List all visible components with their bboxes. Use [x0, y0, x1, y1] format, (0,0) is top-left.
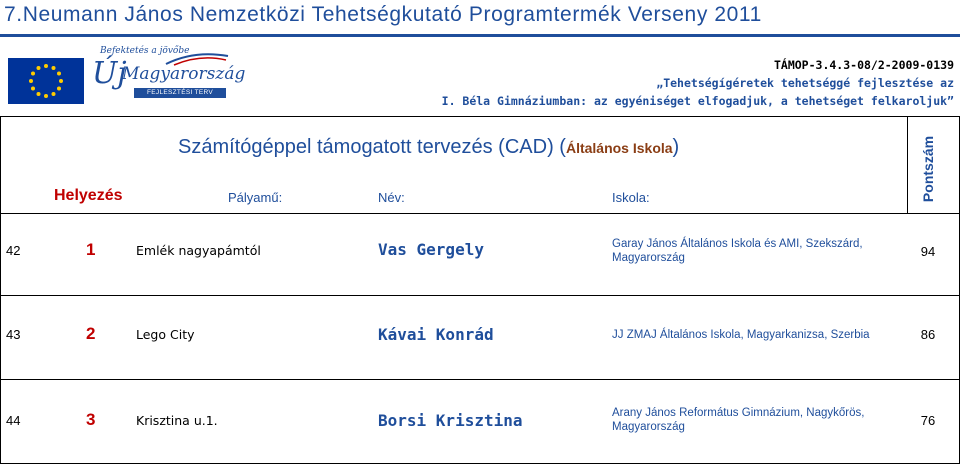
category-name: Számítógéppel támogatott tervezés (CAD) ( [178, 136, 566, 158]
eu-star [31, 87, 35, 91]
row-name: Borsi Krisztina [378, 411, 523, 430]
row-points: 86 [920, 327, 936, 342]
column-palyamu: Pályamű: [228, 190, 283, 205]
row-work: Lego City [136, 327, 195, 342]
row-points: 94 [920, 244, 936, 259]
program-line-2: I. Béla Gimnáziumban: az egyéniséget elfogadjuk, a tehetséget felkaroljuk” [441, 94, 954, 108]
eu-star [44, 64, 48, 68]
column-pontszam [908, 128, 948, 210]
row-divider [1, 295, 959, 296]
row-divider [1, 379, 959, 380]
logo-magyarorszag: Magyarország [122, 64, 246, 84]
program-line-1: „Tehetségígéretek tehetséggé fejlesztése az [656, 76, 954, 90]
category-close: ) [672, 136, 680, 158]
eu-star [31, 72, 35, 76]
pontszam-label: Pontszám [920, 135, 936, 203]
row-number: 43 [6, 327, 21, 342]
row-number: 44 [6, 413, 21, 428]
logo-uj: Új [92, 56, 127, 91]
eu-flag-icon [8, 58, 84, 104]
column-nev: Név: [378, 190, 405, 205]
logo-wordmark [92, 46, 246, 104]
category-title [178, 136, 679, 159]
program-code: TÁMOP-3.4.3-08/2-2009-0139 [773, 58, 954, 72]
title-rule [0, 34, 960, 37]
row-work: Krisztina u.1. [136, 413, 218, 428]
row-rank: 2 [86, 324, 96, 343]
eu-star [44, 94, 48, 98]
eu-star [57, 87, 61, 91]
logo-tagline: Befektetés a jövőbe [100, 46, 190, 56]
row-school: JJ ZMAJ Általános Iskola, Magyarkanizsa, Szerbia [612, 329, 870, 341]
eu-star [57, 72, 61, 76]
logo-fejlesztesi-terv: FEJLESZTÉSI TERV [134, 88, 226, 98]
eu-star [59, 79, 63, 83]
eu-star [37, 66, 41, 70]
column-iskola: Iskola: [612, 190, 650, 205]
row-name: Kávai Konrád [378, 325, 494, 344]
header-divider [1, 213, 959, 214]
category-school-type: Általános Iskola [565, 140, 673, 156]
page-title: 7.Neumann János Nemzetközi Tehetségkutató Programtermék Verseny 2011 [4, 3, 762, 26]
row-rank: 1 [86, 240, 96, 259]
eu-star [52, 92, 56, 96]
row-name: Vas Gergely [378, 240, 484, 259]
column-helyezes: Helyezés [54, 187, 123, 204]
eu-star [29, 79, 33, 83]
program-info [442, 56, 954, 110]
row-school: Arany János Református Gimnázium, Nagykőrös, Magyarország [612, 407, 865, 433]
row-school: Garay János Általános Iskola és AMI, Szekszárd, Magyarország [612, 238, 863, 264]
row-number: 42 [6, 243, 21, 258]
row-rank: 3 [86, 410, 96, 429]
uj-magyarorszag-logo [8, 46, 246, 104]
row-points: 76 [920, 413, 936, 428]
eu-star [37, 92, 41, 96]
row-work: Emlék nagyapámtól [136, 243, 261, 258]
eu-star [52, 66, 56, 70]
